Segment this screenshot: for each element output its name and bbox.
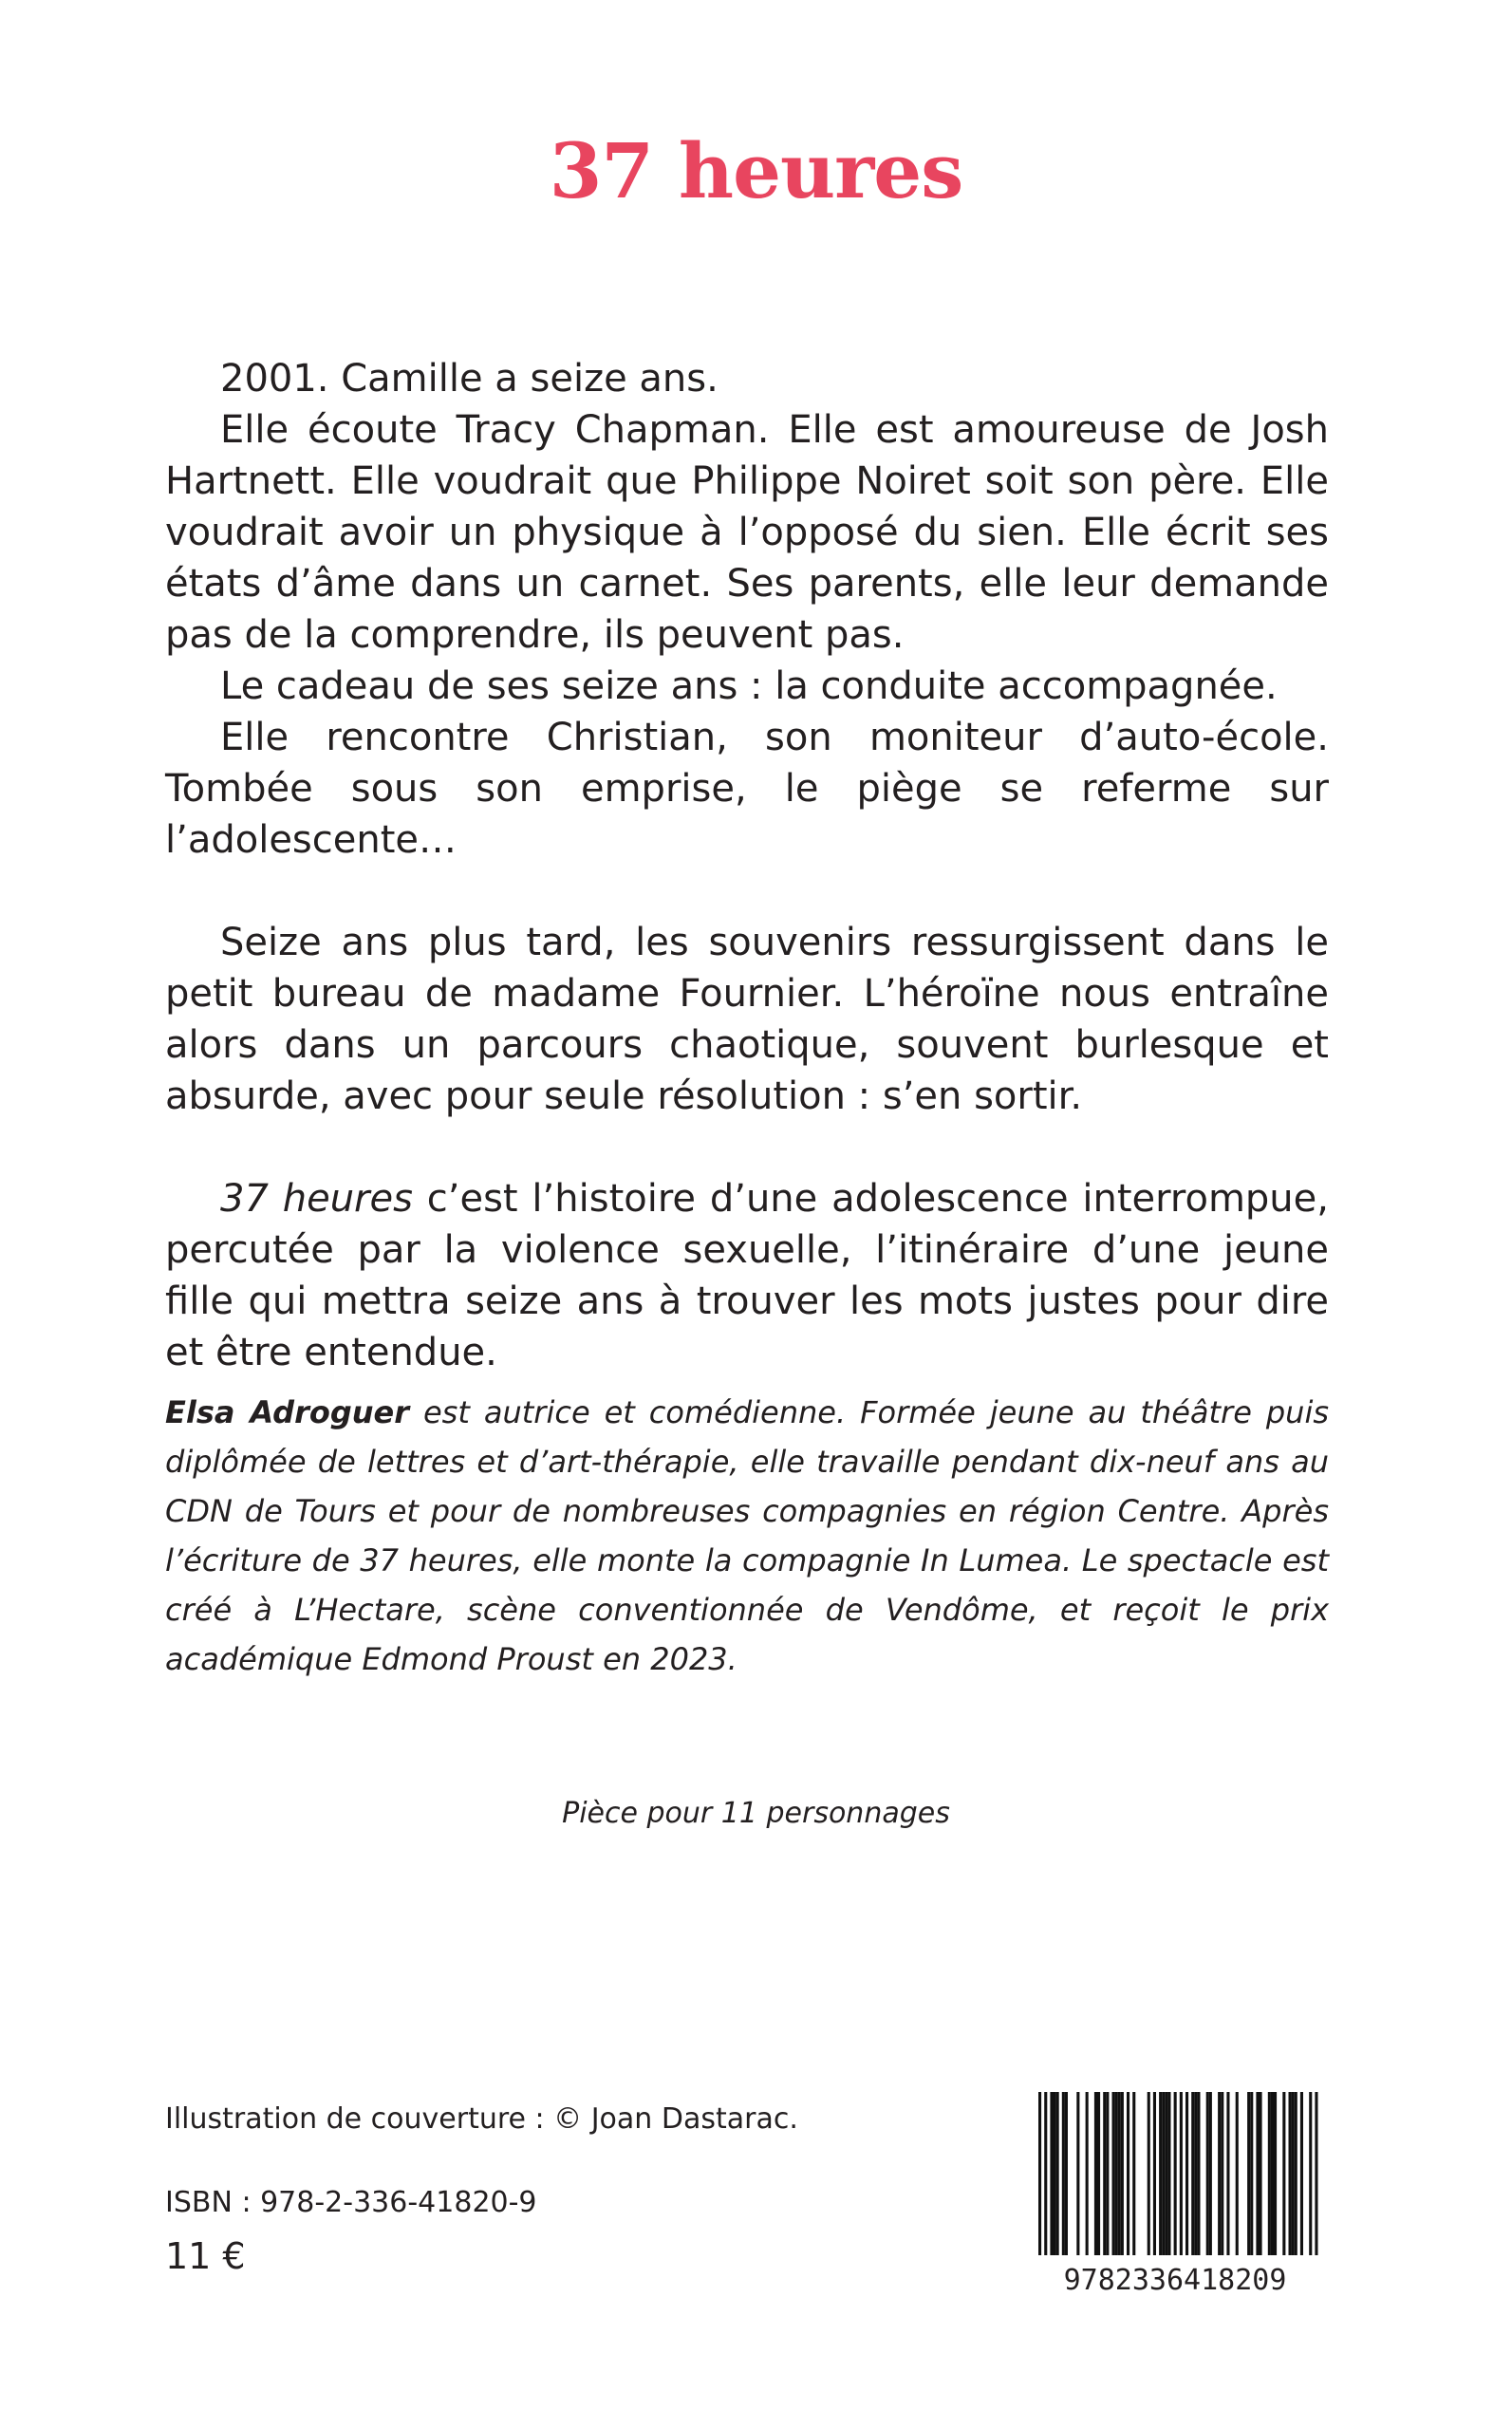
barcode-bar — [1209, 2092, 1212, 2255]
barcode-bar — [1038, 2092, 1041, 2255]
barcode-bar — [1106, 2092, 1109, 2255]
barcode-bar — [1056, 2092, 1059, 2255]
barcode-bar — [1121, 2092, 1124, 2255]
barcode-bar — [1268, 2092, 1271, 2255]
synopsis-paragraph: Le cadeau de ses seize ans : la conduite accompagnée. — [220, 664, 1278, 708]
barcode-bar — [1062, 2092, 1065, 2255]
barcode-bar — [1256, 2092, 1259, 2255]
barcode-bar — [1197, 2092, 1200, 2255]
barcode-bar — [1044, 2092, 1047, 2255]
barcode-bar — [1250, 2092, 1253, 2255]
synopsis-paragraph: 2001. Camille a seize ans. — [220, 357, 719, 401]
synopsis-paragraph: Elle écoute Tracy Chapman. Elle est amoureuse de Josh Hartnett. Elle voudrait que Philippe Noiret soit son père. Elle voudrait avoir un physique à l’opposé du sien. Elle écrit ses états d’âme dans un carnet. Ses parents, elle leur demande pas de la comprendre, ils peuvent pas. — [165, 408, 1329, 657]
barcode-bar — [1094, 2092, 1097, 2255]
barcode-bar — [1295, 2092, 1297, 2255]
barcode-bar — [1309, 2092, 1312, 2255]
barcode-bar — [1180, 2092, 1183, 2255]
barcode-digits: 9782336418209 — [1063, 2264, 1287, 2297]
barcode-bar — [1162, 2092, 1165, 2255]
barcode-bar — [1167, 2092, 1170, 2255]
barcode-bar — [1103, 2092, 1106, 2255]
barcode-bar — [1118, 2092, 1121, 2255]
barcode-bar — [1236, 2092, 1239, 2255]
barcode-bar — [1115, 2092, 1118, 2255]
barcode-bar — [1194, 2092, 1197, 2255]
barcode-bar — [1148, 2092, 1150, 2255]
author-bio-text: est autrice et comédienne. Formée jeune au théâtre puis diplômée de lettres et d’art-thérapie, elle travaille pendant dix-neuf ans au CDN de Tours et pour de nombreuses compagnies en région Centre. Après l’écriture de 37 heures, elle monte la compagnie In Lumea. Le spectacle est créé à L’Hectare, scène conventionnée de Vendôme, et reçoit le prix académique Edmond Proust en 2023. — [165, 1394, 1330, 1677]
barcode — [1016, 2092, 1335, 2297]
barcode-bar — [1247, 2092, 1250, 2255]
barcode-bar — [1159, 2092, 1162, 2255]
barcode-bar — [1226, 2092, 1229, 2255]
synopsis-text: c’est l’histoire d’une adolescence interrompue, percutée par la violence sexuelle, l’itinéraire d’une jeune fille qui mettra seize ans à trouver les mots justes pour dire et être entendue. — [165, 1177, 1329, 1374]
barcode-bar — [1315, 2092, 1317, 2255]
illustration-credit: Illustration de couverture : © Joan Dastarac. — [165, 2102, 798, 2136]
barcode-bar — [1097, 2092, 1100, 2255]
synopsis-paragraph: Seize ans plus tard, les souvenirs ressurgissent dans le petit bureau de madame Fournier. L’héroïne nous entraîne alors dans un parcours chaotique, souvent burlesque et absurde, avec pour seule résolution : s’en sortir. — [165, 921, 1329, 1118]
barcode-bar — [1271, 2092, 1274, 2255]
barcode-icon — [1016, 2092, 1335, 2297]
barcode-bar — [1218, 2092, 1221, 2255]
cast-note: Pièce pour 11 personnages — [562, 1797, 950, 1830]
barcode-bar — [1112, 2092, 1115, 2255]
barcode-bar — [1289, 2092, 1292, 2255]
barcode-bar — [1282, 2092, 1285, 2255]
synopsis-paragraph — [165, 1173, 1329, 1378]
synopsis-title-ref: 37 heures — [220, 1177, 413, 1221]
barcode-bar — [1174, 2092, 1177, 2255]
synopsis — [165, 353, 1329, 1378]
barcode-bar — [1221, 2092, 1223, 2255]
barcode-bar — [1165, 2092, 1167, 2255]
barcode-bar — [1127, 2092, 1129, 2255]
book-title: 37 heures — [549, 126, 963, 215]
barcode-bar — [1086, 2092, 1089, 2255]
barcode-bar — [1185, 2092, 1188, 2255]
barcode-bar — [1191, 2092, 1194, 2255]
barcode-bar — [1206, 2092, 1209, 2255]
barcode-bar — [1292, 2092, 1295, 2255]
author-name: Elsa Adroguer — [165, 1394, 410, 1430]
isbn: ISBN : 978-2-336-41820-9 — [165, 2186, 537, 2219]
barcode-bar — [1054, 2092, 1056, 2255]
barcode-bar — [1065, 2092, 1068, 2255]
barcode-bar — [1132, 2092, 1135, 2255]
barcode-bar — [1260, 2092, 1262, 2255]
barcode-bar — [1274, 2092, 1277, 2255]
barcode-bar — [1076, 2092, 1079, 2255]
price: 11 € — [165, 2235, 246, 2277]
barcode-bar — [1153, 2092, 1156, 2255]
synopsis-paragraph: Elle rencontre Christian, son moniteur d’auto-école. Tombée sous son emprise, le piège se referme sur l’adolescente… — [165, 716, 1329, 862]
author-bio — [165, 1388, 1329, 1684]
barcode-bar — [1050, 2092, 1053, 2255]
barcode-bar — [1300, 2092, 1303, 2255]
